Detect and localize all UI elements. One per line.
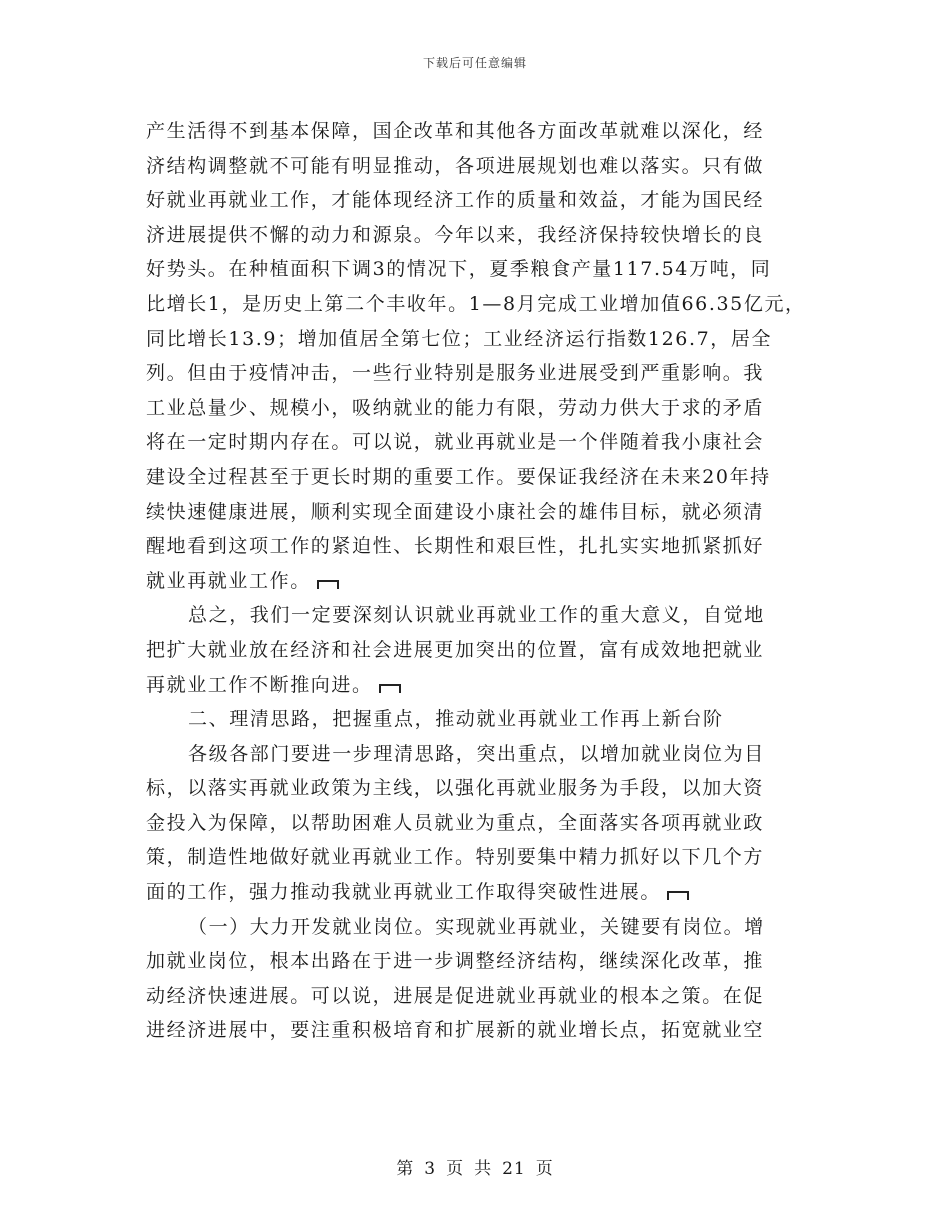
document-body	[146, 114, 826, 1048]
text-line-content: 动经济快速进展。可以说，进展是促进就业再就业的根本之策。在促	[146, 984, 765, 1007]
text-line	[146, 598, 826, 633]
text-line	[146, 840, 826, 875]
footer-page-prefix: 第	[396, 1159, 415, 1179]
text-line-content: 总之，我们一定要深刻认识就业再就业工作的重大意义，自觉地	[188, 604, 765, 627]
text-line	[146, 564, 826, 599]
text-line	[146, 910, 826, 945]
page-header-note: 下载后可任意编辑	[422, 56, 527, 70]
text-line-content: 好势头。在种植面积下调3的情况下，夏季粮食产量117.54万吨，同	[146, 258, 772, 281]
text-line-content: 金投入为保障，以帮助困难人员就业为重点，全面落实各项再就业政	[146, 811, 765, 834]
text-line-content: 续快速健康进展，顺利实现全面建设小康社会的雄伟目标，就必须清	[146, 500, 765, 523]
text-line	[146, 875, 826, 910]
text-line-content: 好就业再就业工作，才能体现经济工作的质量和效益，才能为国民经	[146, 189, 765, 212]
text-line-content: 将在一定时期内存在。可以说，就业再就业是一个伴随着我小康社会	[146, 431, 765, 454]
text-line-content: 二、理清思路，把握重点，推动就业再就业工作再上新台阶	[188, 708, 724, 731]
footer-page-mid: 页	[446, 1159, 465, 1179]
text-line-content: 济结构调整就不可能有明显推动，各项进展规划也难以落实。只有做	[146, 154, 765, 177]
page-footer	[0, 1154, 950, 1179]
text-line	[146, 356, 826, 391]
footer-page-suffix: 页	[535, 1159, 554, 1179]
text-line-content: 醒地看到这项工作的紧迫性、长期性和艰巨性，扎扎实实地抓紧抓好	[146, 535, 765, 558]
paragraph-mark-icon	[379, 684, 401, 693]
text-line-content: 各级各部门要进一步理清思路，突出重点，以增加就业岗位为目	[188, 742, 765, 765]
text-line	[146, 425, 826, 460]
text-line	[146, 737, 826, 772]
text-line-content: 面的工作，强力推动我就业再就业工作取得突破性进展。	[146, 881, 662, 904]
text-line-content: 策，制造性地做好就业再就业工作。特别要集中精力抓好以下几个方	[146, 846, 765, 869]
text-line	[146, 702, 826, 737]
text-line	[146, 287, 826, 322]
text-line	[146, 391, 826, 426]
text-line-content: 把扩大就业放在经济和社会进展更加突出的位置，富有成效地把就业	[146, 638, 765, 661]
text-line-content: 同比增长13.9；增加值居全第七位；工业经济运行指数126.7，居全	[146, 327, 773, 350]
text-line-content: 进经济进展中，要注重积极培育和扩展新的就业增长点，拓宽就业空	[146, 1019, 765, 1042]
text-line	[146, 979, 826, 1014]
text-line	[146, 1013, 826, 1048]
footer-page-number: 3	[424, 1159, 437, 1179]
text-line	[146, 771, 826, 806]
paragraph-mark-icon	[667, 891, 689, 900]
text-line	[146, 944, 826, 979]
text-line	[146, 252, 826, 287]
text-line-content: 就业再就业工作。	[146, 569, 311, 592]
text-line	[146, 529, 826, 564]
text-line	[146, 460, 826, 495]
text-line-content: 工业总量少、规模小，吸纳就业的能力有限，劳动力供大于求的矛盾	[146, 396, 765, 419]
text-line	[146, 183, 826, 218]
text-line	[146, 322, 826, 357]
text-line-content: 再就业工作不断推向进。	[146, 673, 373, 696]
text-line	[146, 114, 826, 149]
footer-total-prefix: 共	[474, 1159, 493, 1179]
text-line	[146, 633, 826, 668]
text-line	[146, 806, 826, 841]
text-line-content: 列。但由于疫情冲击，一些行业特别是服务业进展受到严重影响。我	[146, 362, 765, 385]
text-line-content: 济进展提供不懈的动力和源泉。今年以来，我经济保持较快增长的良	[146, 223, 765, 246]
footer-total-pages: 21	[502, 1159, 526, 1179]
text-line	[146, 668, 826, 703]
text-line-content: 建设全过程甚至于更长时期的重要工作。要保证我经济在未来20年持	[146, 465, 771, 488]
text-line-content: 加就业岗位，根本出路在于进一步调整经济结构，继续深化改革，推	[146, 950, 765, 973]
text-line	[146, 495, 826, 530]
text-line	[146, 149, 826, 184]
text-line-content: 产生活得不到基本保障，国企改革和其他各方面改革就难以深化，经	[146, 120, 765, 142]
paragraph-mark-icon	[317, 580, 339, 589]
text-line-content: 标，以落实再就业政策为主线，以强化再就业服务为手段，以加大资	[146, 777, 765, 800]
text-line-content: （一）大力开发就业岗位。实现就业再就业，关键要有岗位。增	[188, 915, 765, 938]
text-line	[146, 218, 826, 253]
text-line-content: 比增长1，是历史上第二个丰收年。1—8月完成工业增加值66.35亿元，	[146, 292, 806, 315]
